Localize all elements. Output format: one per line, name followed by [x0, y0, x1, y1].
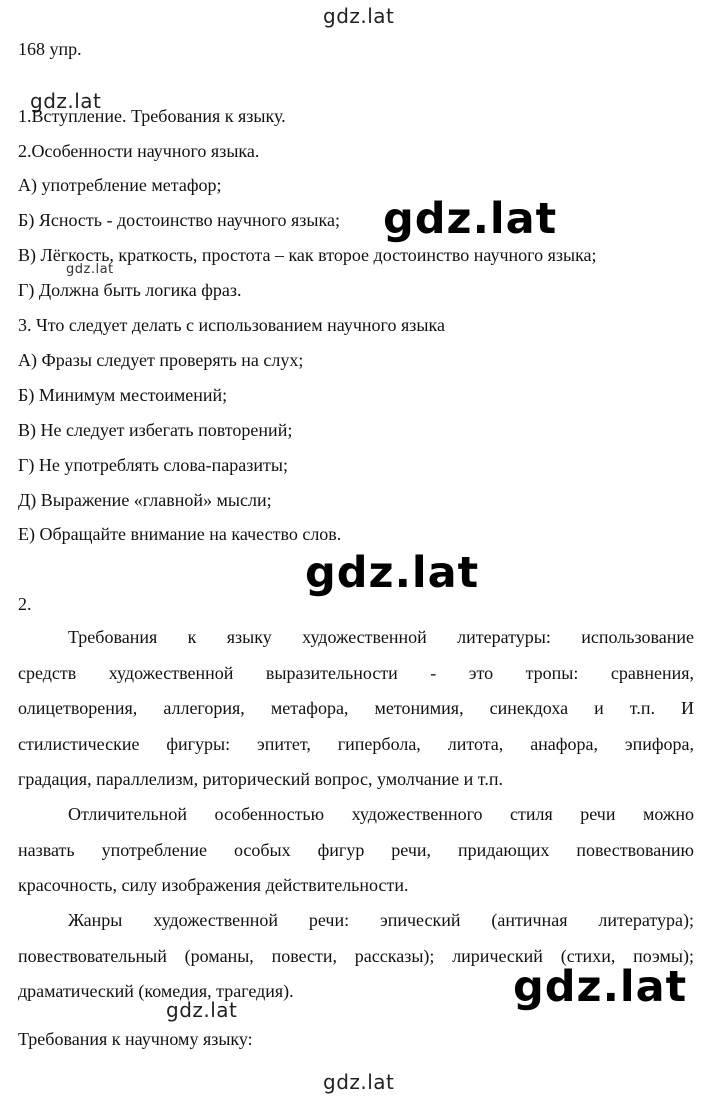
- plan-item-2d: Г) Должна быть логика фраз.: [18, 280, 242, 300]
- paragraph-line: драматический (комедия, трагедия).: [18, 981, 294, 1001]
- paragraph-line: стилистические фигуры: эпитет, гипербола, литота, анафора, эпифора,: [18, 733, 694, 754]
- plan-item-3a: А) Фразы следует проверять на слух;: [18, 350, 304, 370]
- paragraph-1: [18, 620, 694, 798]
- paragraph-line: градация, параллелизм, риторический вопрос, умолчание и т.п.: [18, 769, 503, 789]
- watermark-left-2: gdz.lat: [166, 998, 238, 1022]
- plan-item-2a: А) употребление метафор;: [18, 175, 222, 195]
- paragraph-line: Требования к языку художественной литературы: использование: [68, 627, 694, 647]
- plan-item-3b: Б) Минимум местоимений;: [18, 385, 228, 405]
- watermark-top: gdz.lat: [323, 4, 395, 28]
- plan-item-3f: Е) Обращайте внимание на качество слов.: [18, 524, 342, 544]
- plan-item-3e: Д) Выражение «главной» мысли;: [18, 490, 272, 510]
- paragraph-line: Отличительной особенностью художественного стиля речи можно: [68, 804, 694, 824]
- paragraph-line: Жанры художественной речи: эпический (античная литература);: [68, 910, 694, 930]
- plan-item-3: 3. Что следует делать с использованием научного языка: [18, 315, 445, 335]
- paragraph-2: [18, 797, 694, 904]
- plan-item-2: 2.Особенности научного языка.: [18, 141, 260, 161]
- paragraph-line: олицетворения, аллегория, метафора, метонимия, синекдоха и т.п. И: [18, 698, 694, 718]
- watermark-bottom: gdz.lat: [323, 1070, 395, 1094]
- paragraph-line: назвать употребление особых фигур речи, придающих повествованию: [18, 839, 694, 860]
- exercise-heading: 168 упр.: [18, 39, 82, 59]
- paragraph-line: средств художественной выразительности - это тропы: сравнения,: [18, 662, 694, 683]
- watermark-left-1: gdz.lat: [30, 89, 102, 113]
- paragraph-line: красочность, силу изображения действительности.: [18, 875, 409, 895]
- watermark-big-1: gdz.lat: [383, 194, 558, 244]
- watermark-big-3: gdz.lat: [513, 962, 688, 1012]
- section-2-label: 2.: [18, 594, 32, 614]
- plan-item-1: 1.Вступление. Требования к языку.: [18, 106, 286, 126]
- plan-item-2b: Б) Ясность - достоинство научного языка;: [18, 210, 340, 230]
- plan-item-3c: В) Не следует избегать повторений;: [18, 420, 293, 440]
- final-line: Требования к научному языку:: [18, 1029, 253, 1049]
- watermark-big-2: gdz.lat: [305, 548, 480, 598]
- watermark-tiny: gdz.lat: [66, 262, 114, 277]
- plan-item-2c: В) Лёгкость, краткость, простота – как второе достоинство научного языка;: [18, 245, 597, 265]
- plan-item-3d: Г) Не употреблять слова-паразиты;: [18, 455, 288, 475]
- paragraph-3: [18, 903, 694, 1010]
- paragraph-line: повествовательный (романы, повести, рассказы); лирический (стихи, поэмы);: [18, 945, 694, 966]
